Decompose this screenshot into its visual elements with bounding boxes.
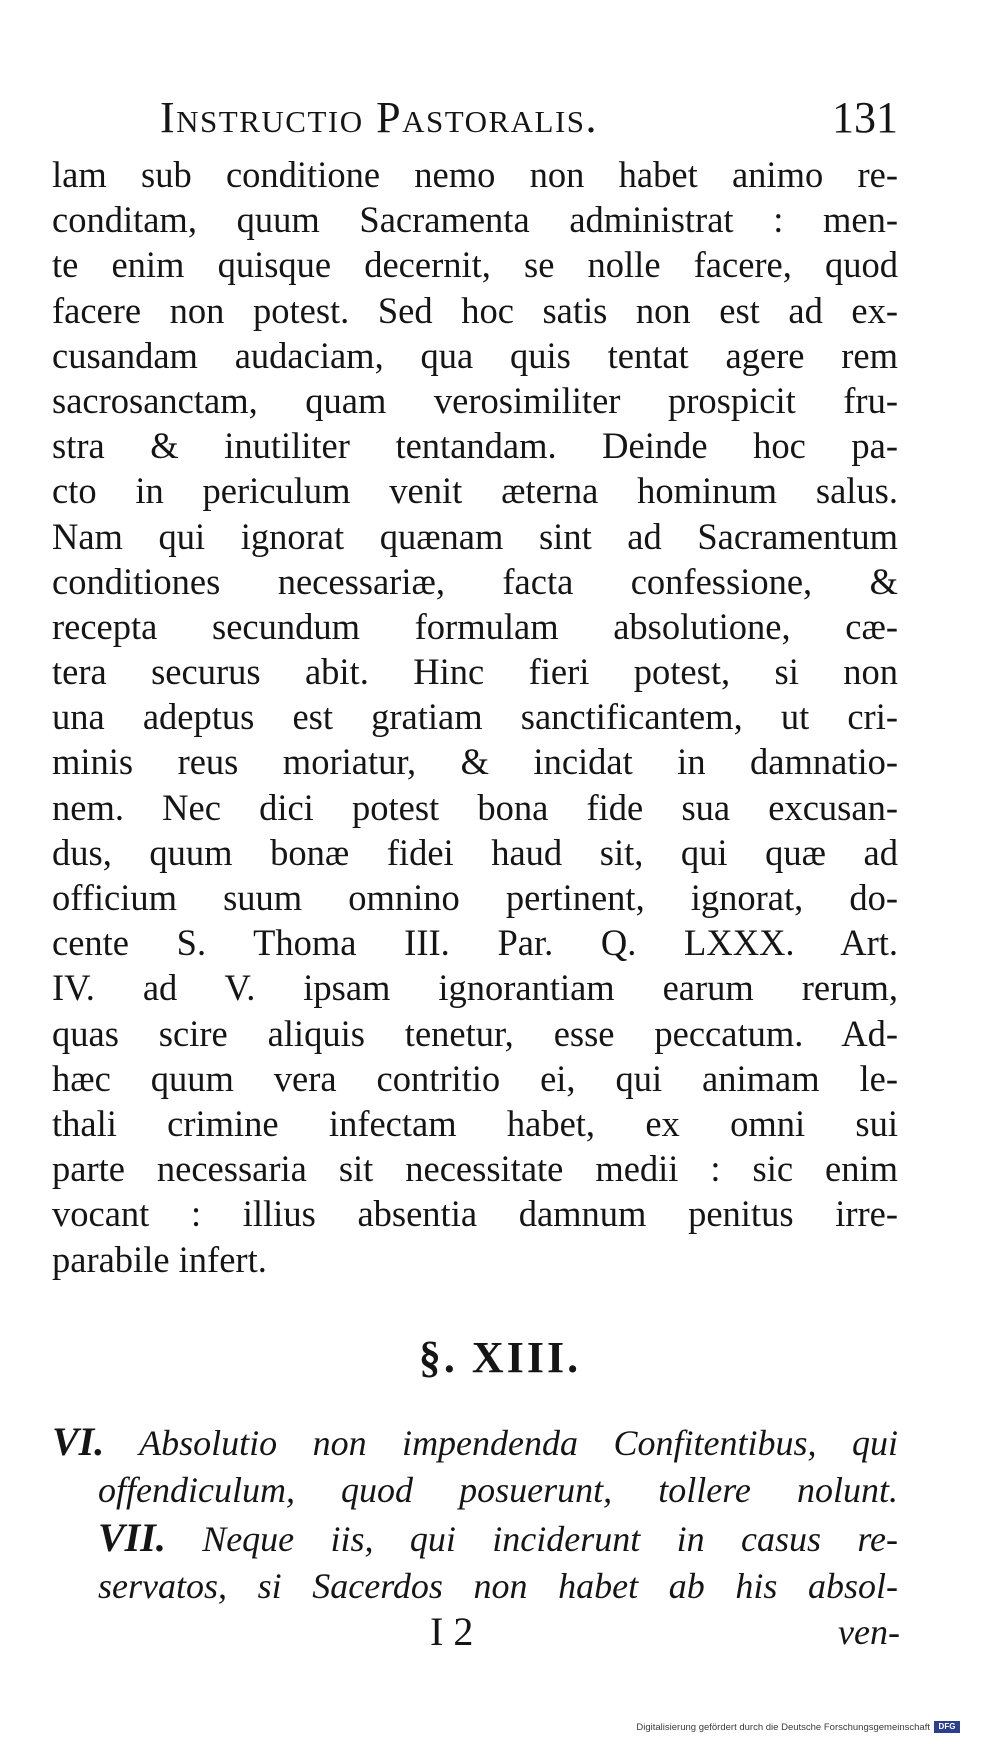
text-line: nem. Nec dici potest bona fide sua excusan-	[52, 786, 898, 828]
digitization-credit	[636, 1721, 960, 1733]
summary-text: Neque iis, qui inciderunt in casus re-	[202, 1519, 898, 1559]
text-line: cto in periculum venit æterna hominum salus.	[52, 470, 898, 512]
text-line: vocant : illius absentia damnum penitus irre-	[52, 1193, 898, 1235]
text-line: officium suum omnino pertinent, ignorat, do-	[52, 877, 898, 918]
text-line: una adeptus est gratiam sanctificantem, ut cri-	[52, 696, 898, 738]
text-line: lam sub conditione nemo non habet animo re-	[52, 154, 898, 195]
text-line: IV. ad V. ipsam ignorantiam earum rerum,	[52, 967, 898, 1009]
text-line: dus, quum bonæ fidei haud sit, qui quæ ad	[52, 831, 898, 873]
text-line: parabile infert.	[52, 1238, 267, 1280]
credit-text: Digitalisierung gefördert durch die Deutsche Forschungsgemeinschaft	[636, 1721, 930, 1733]
text-line: parte necessaria sit necessitate medii : sic enim	[52, 1148, 898, 1190]
summary-text: offendiculum, quod posuerunt, tollere nolunt.	[98, 1470, 898, 1510]
summary-text: Absolutio non impendenda Confitentibus, qui	[139, 1423, 898, 1463]
text-line: conditiones necessariæ, facta confessione, &	[52, 560, 898, 602]
body-text	[52, 152, 898, 1282]
summary-line	[52, 1562, 898, 1610]
text-line: te enim quisque decernit, se nolle facere, quod	[52, 244, 898, 286]
text-line: tera securus abit. Hinc fieri potest, si non	[52, 651, 898, 693]
summary-number: VII.	[98, 1515, 166, 1560]
section-summary	[52, 1418, 898, 1610]
text-line: thali crimine infectam habet, ex omni sui	[52, 1102, 898, 1144]
text-line: quas scire aliquis tenetur, esse peccatum. Ad-	[52, 1012, 898, 1054]
text-line: Nam qui ignorat quænam sint ad Sacramentum	[52, 515, 898, 557]
summary-line	[52, 1514, 898, 1562]
summary-line	[52, 1418, 898, 1466]
text-line: cente S. Thoma III. Par. Q. LXXX. Art.	[52, 922, 898, 964]
summary-number: VI.	[52, 1419, 105, 1464]
summary-line	[52, 1466, 898, 1514]
text-line: sacrosanctam, quam verosimiliter prospicit fru-	[52, 379, 898, 421]
dfg-logo: DFG	[934, 1721, 960, 1733]
text-line: recepta secundum formulam absolutione, cæ-	[52, 605, 898, 647]
running-head	[160, 88, 898, 148]
summary-text: servatos, si Sacerdos non habet ab his absol-	[98, 1566, 898, 1606]
text-line: minis reus moriatur, & incidat in damnatio-	[52, 741, 898, 783]
text-line: cusandam audaciam, qua quis tentat agere rem	[52, 334, 898, 376]
text-line: facere non potest. Sed hoc satis non est ad ex-	[52, 289, 898, 331]
running-title: Instructio Pastoralis.	[160, 93, 599, 142]
catchword: ven-	[838, 1612, 900, 1652]
signature-mark: I 2	[430, 1609, 474, 1654]
page-number: 131	[832, 93, 898, 142]
text-line: hæc quum vera contritio ei, qui animam le-	[52, 1057, 898, 1099]
text-line: stra & inutiliter tentandam. Deinde hoc pa-	[52, 425, 898, 467]
text-line: conditam, quum Sacramenta administrat : men-	[52, 199, 898, 241]
section-heading: §. XIII.	[418, 1333, 582, 1382]
